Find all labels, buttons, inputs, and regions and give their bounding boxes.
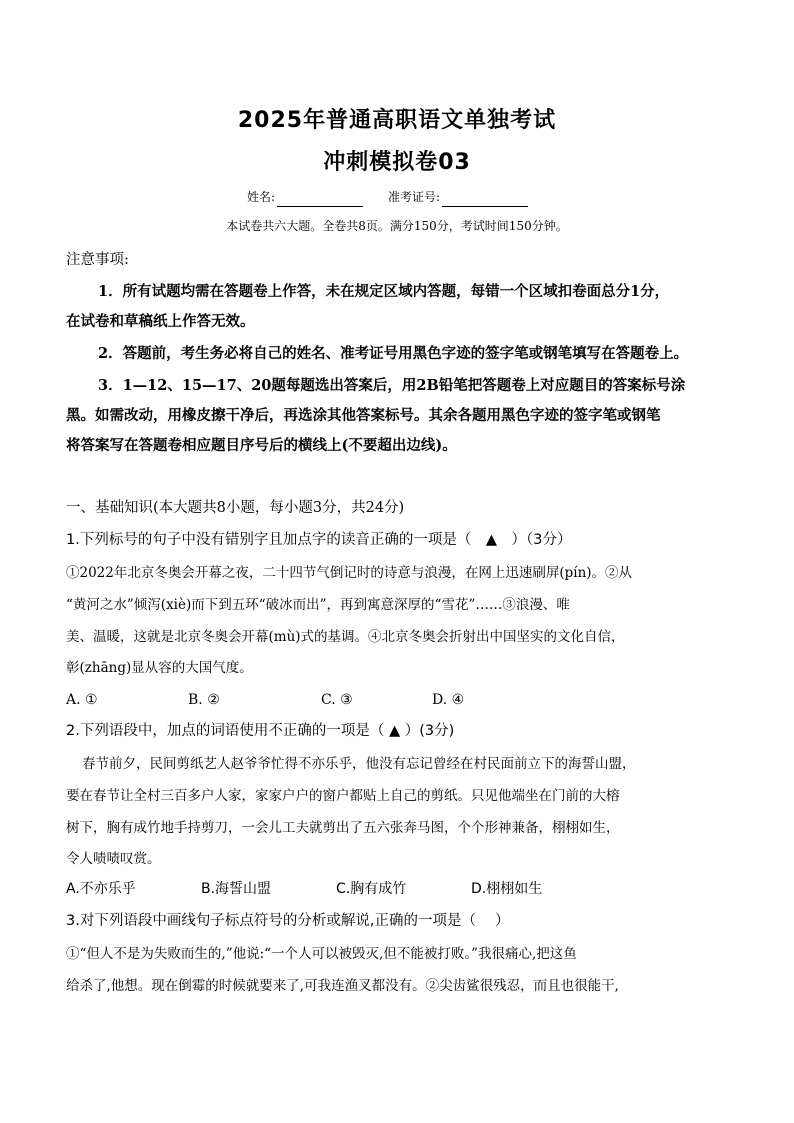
question-3-text: ①“但人不是为失败而生的,”他说:“一个人可以被毁灭,但不能被打败。”我很痛心,把这鱼 [66,946,577,962]
name-blank [277,194,363,207]
exam-title: 2025年普通高职语文单独考试 [237,108,557,133]
ticket-field [388,187,528,207]
question-1-text: ①2022年北京冬奥会开幕之夜，二十四节气倒记时的诗意与浪漫，在网上迅速刷屏(pín)。②从 [66,565,633,581]
option-c: C. ③ [321,692,353,708]
notice-line: 黑。如需改动，用橡皮擦干净后，再选涂其他答案标号。其余各题用黑色字迹的签字笔或钢笔 [66,407,661,424]
question-3-stem: 3.对下列语段中画线句子标点符号的分析或解说,正确的一项是（ ） [66,913,510,929]
section-heading: 一、基础知识(本大题共8小题，每小题3分，共24分) [66,500,405,516]
option-b: B.海誓山盟 [201,881,272,897]
question-2-text: 令人啧啧叹赏。 [66,851,161,867]
question-1-text: 彰(zhāng)显从容的大国气度。 [66,660,253,676]
notice-line: 3．1—12、15—17、20题每题选出答案后，用2B铅笔把答题卷上对应题目的答案标号涂 [98,377,686,394]
option-c: C.胸有成竹 [336,881,407,897]
question-2-text: 树下，胸有成竹地手持剪刀，一会儿工夫就剪出了五六张奔马图，个个形神兼备，栩栩如生， [66,820,620,836]
option-b: B. ② [188,692,220,708]
ticket-label: 准考证号: [388,190,441,204]
notice-line: 在试卷和草稿纸上作答无效。 [66,313,255,330]
exam-subtitle: 冲刺模拟卷03 [323,150,471,175]
option-a: A.不亦乐乎 [66,881,136,897]
option-d: D. ④ [432,692,465,708]
question-2-stem: 2.下列语段中，加点的词语使用不正确的一项是（ ▲ ）(3分) [66,723,455,739]
notice-line: 1．所有试题均需在答题卷上作答，未在规定区域内答题，每错一个区域扣卷面总分1分， [98,283,670,300]
question-1-text: “黄河之水”倾泻(xiè)而下到五环“破冰而出”，再到寓意深厚的“雪花”……③浪漫、唯 [66,597,570,613]
option-d: D.栩栩如生 [471,881,543,897]
option-a: A. ① [66,692,98,708]
name-label: 姓名: [247,190,276,204]
question-2-text: 要在春节让全村三百多户人家，家家户户的窗户都贴上自己的剪纸。只见他端坐在门前的大榕 [66,788,620,804]
name-field [247,187,363,207]
exam-info: 本试卷共六大题。全卷共8页。满分150分，考试时间150分钟。 [226,219,568,233]
question-2-text: 春节前夕，民间剪纸艺人赵爷爷忙得不亦乐乎，他没有忘记曾经在村民面前立下的海誓山盟， [82,756,636,772]
notice-line: 2．答题前，考生务必将自己的姓名、准考证号用黑色字迹的签字笔或钢笔填写在答题卷上。 [98,345,689,362]
question-3-text: 给杀了,他想。现在倒霉的时候就要来了,可我连渔叉都没有。②尖齿鲨很残忍，而且也很能干, [66,978,619,994]
question-1-text: 美、温暖，这就是北京冬奥会开幕(mù)式的基调。④北京冬奥会折射出中国坚实的文化自信， [66,629,625,645]
notice-title: 注意事项: [66,252,129,268]
ticket-blank [442,194,528,207]
notice-line: 将答案写在答题卷相应题目序号后的横线上(不要超出边线)。 [66,437,457,454]
question-1-stem: 1.下列标号的句子中没有错别字且加点字的读音正确的一项是（ ▲ ）（3分） [66,532,572,548]
